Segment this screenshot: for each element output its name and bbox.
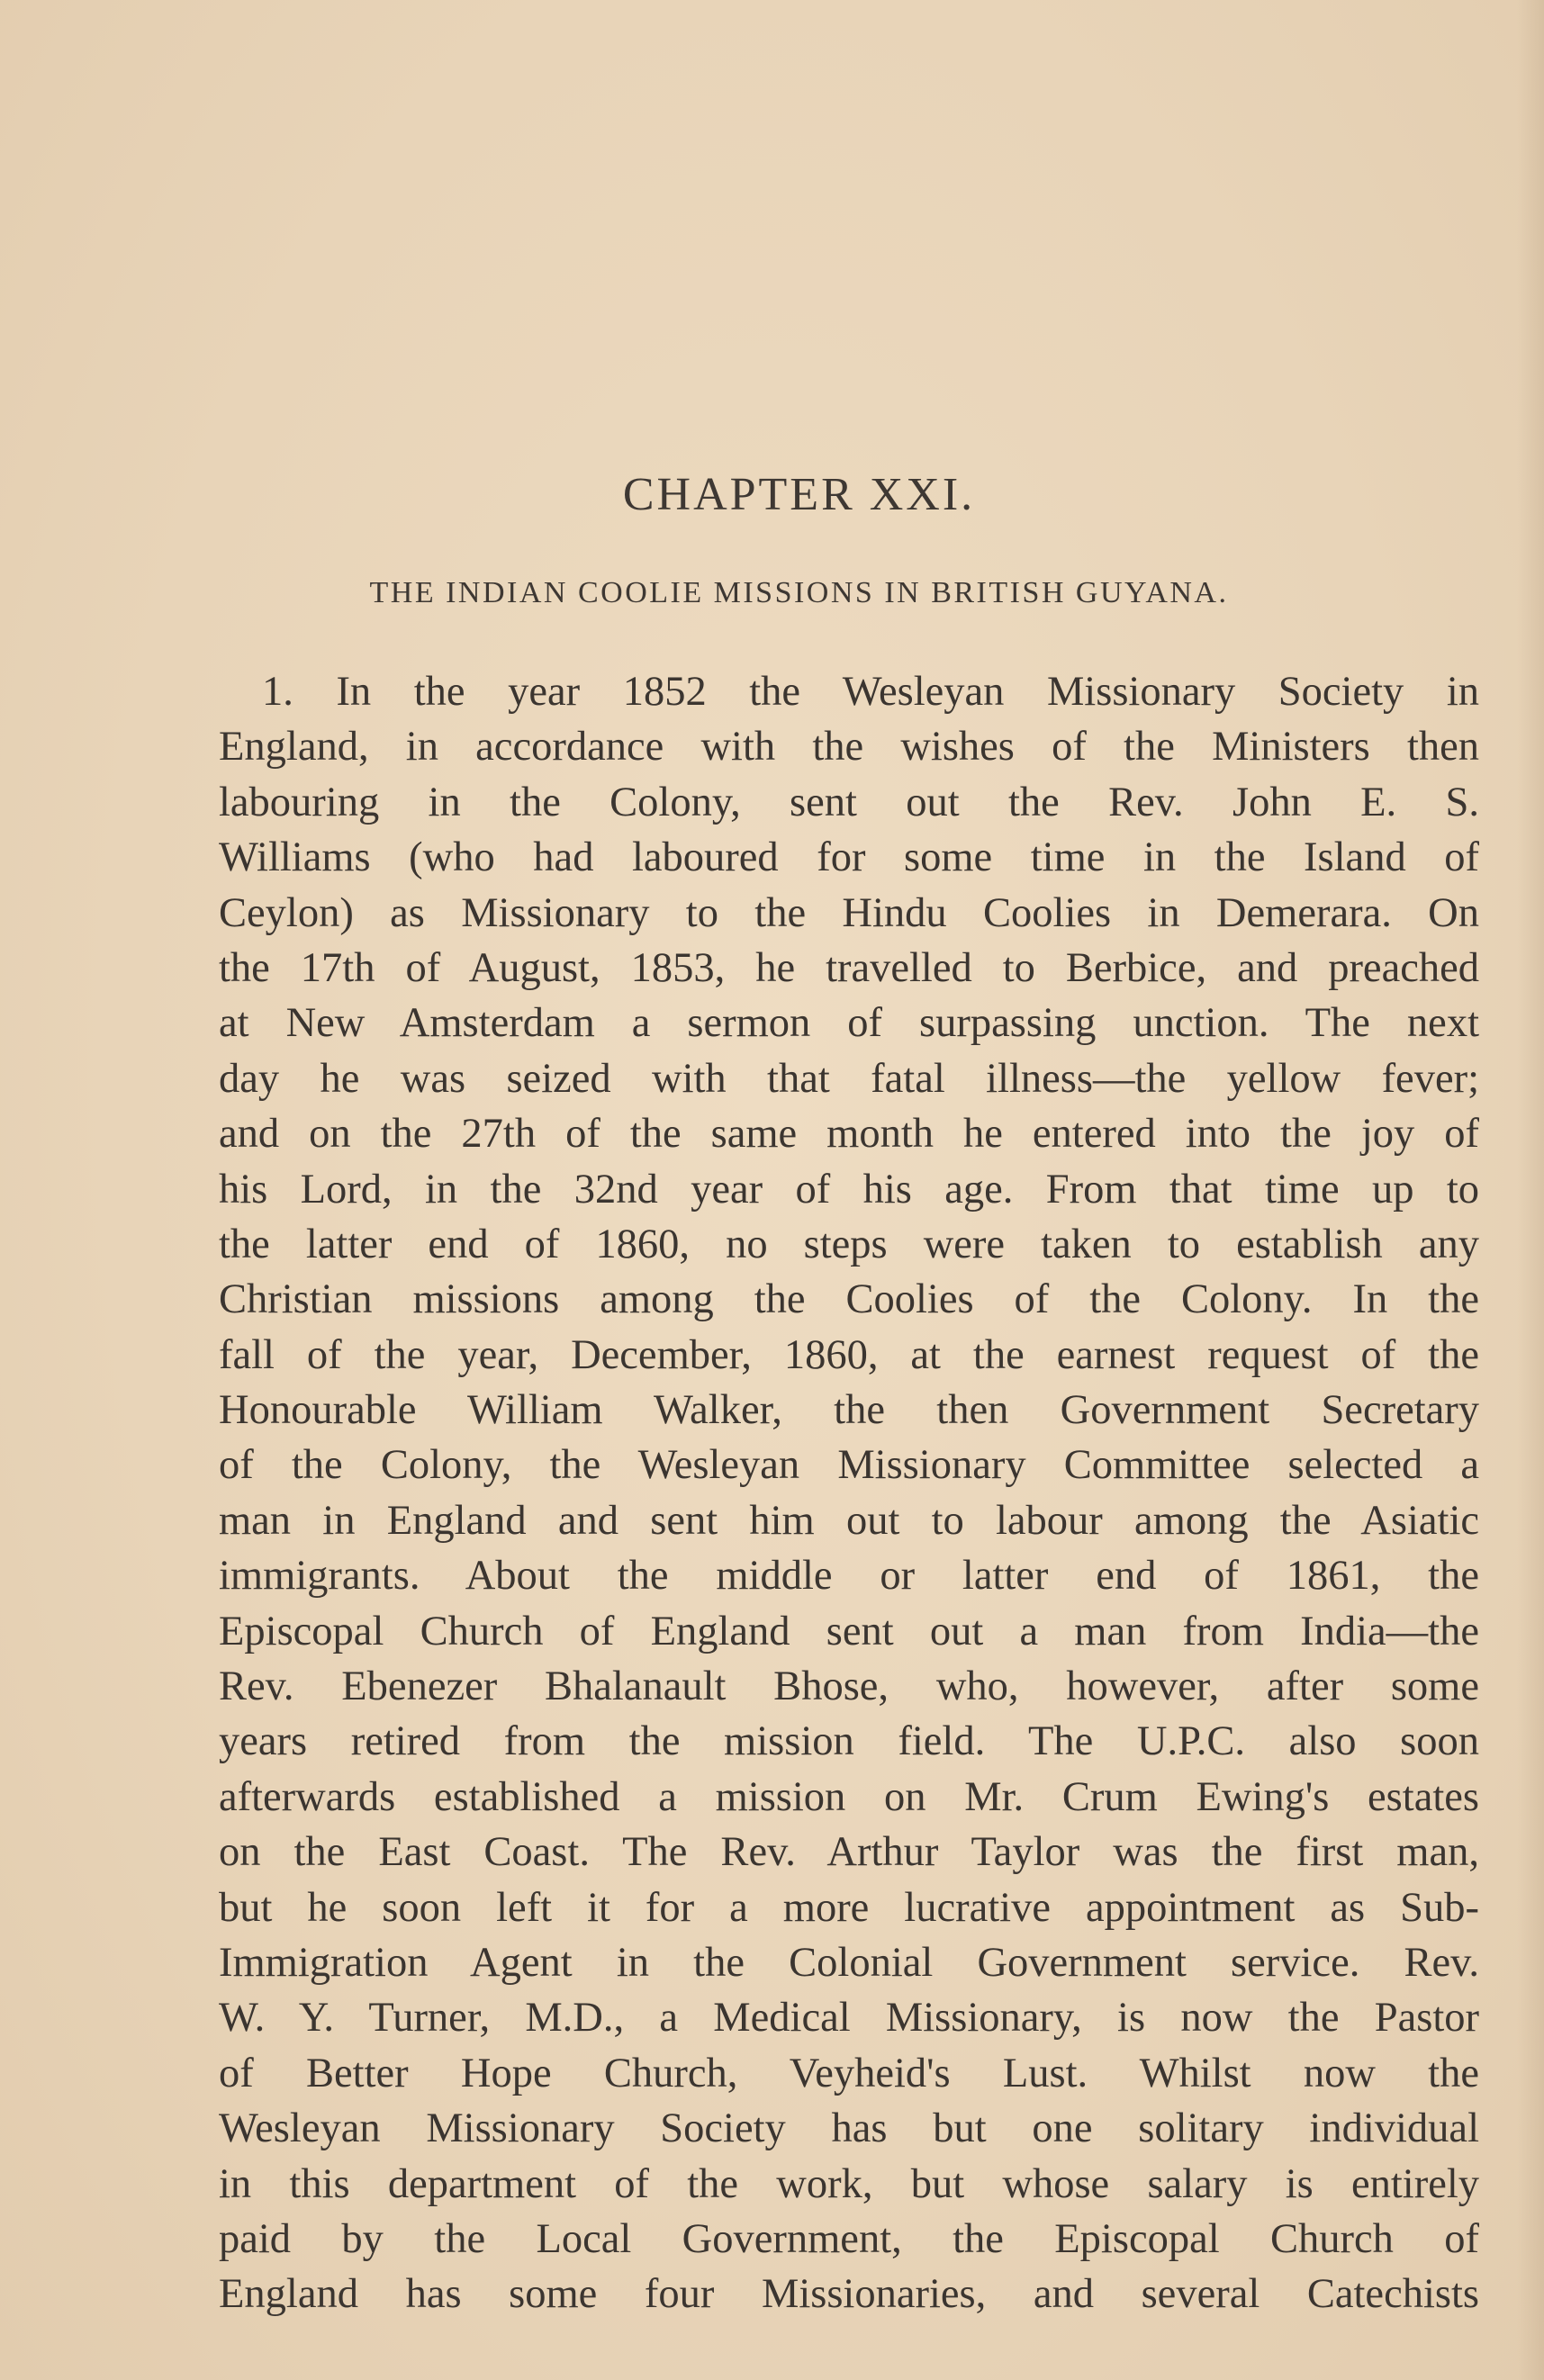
text-line: labouring in the Colony, sent out the Rev. John E. S. xyxy=(219,779,1479,825)
text-line: Wesleyan Missionary Society has but one solitary individual xyxy=(219,2105,1479,2152)
text-line: Ceylon) as Missionary to the Hindu Coolies in Demerara. On xyxy=(219,889,1479,936)
text-line: man in England and sent him out to labour among the Asiatic xyxy=(219,1497,1479,1544)
text-line: day he was seized with that fatal illness—the yellow fever; xyxy=(219,1055,1479,1102)
chapter-subtitle: THE INDIAN COOLIE MISSIONS IN BRITISH GUYANA. xyxy=(369,576,1229,609)
text-line: Rev. Ebenezer Bhalanault Bhose, who, however, after some xyxy=(219,1663,1479,1710)
text-line: on the East Coast. The Rev. Arthur Taylor was the first man, xyxy=(219,1829,1479,1876)
text-line: of Better Hope Church, Veyheid's Lust. Whilst now the xyxy=(219,2050,1479,2096)
text-line: immigrants. About the middle or latter end of 1861, the xyxy=(219,1553,1479,1600)
text-line: but he soon left it for a more lucrative appointment as Sub- xyxy=(219,1884,1479,1931)
text-line: Episcopal Church of England sent out a man from India—the xyxy=(219,1608,1479,1654)
text-line: Christian missions among the Coolies of the Colony. In the xyxy=(219,1276,1479,1323)
text-line: afterwards established a mission on Mr. Crum Ewing's estates xyxy=(219,1773,1479,1820)
text-line: 1. In the year 1852 the Wesleyan Missionary Society in xyxy=(262,669,1479,715)
text-line: England, in accordance with the wishes of the Ministers then xyxy=(219,724,1479,771)
text-line: of the Colony, the Wesleyan Missionary Committee selected a xyxy=(219,1442,1479,1489)
chapter-title: CHAPTER XXI. xyxy=(622,469,976,520)
text-line: England has some four Missionaries, and several Catechists xyxy=(219,2271,1479,2318)
text-line: in this department of the work, but whose salary is entirely xyxy=(219,2160,1479,2207)
text-line: years retired from the mission field. The U.P.C. also soon xyxy=(219,1718,1479,1765)
text-line: W. Y. Turner, M.D., a Medical Missionary, is now the Pastor xyxy=(219,1995,1479,2042)
text-line: paid by the Local Government, the Episcopal Church of xyxy=(219,2215,1479,2262)
text-line: and on the 27th of the same month he entered into the joy of xyxy=(219,1111,1479,1158)
text-line: at New Amsterdam a sermon of surpassing unction. The next xyxy=(219,1000,1479,1047)
text-line: Immigration Agent in the Colonial Government service. Rev. xyxy=(219,1939,1479,1986)
text-line: the latter end of 1860, no steps were taken to establish any xyxy=(219,1221,1479,1267)
text-line: Honourable William Walker, the then Government Secretary xyxy=(219,1387,1479,1434)
text-line: his Lord, in the 32nd year of his age. From that time up to xyxy=(219,1166,1479,1213)
text-line: Williams (who had laboured for some time in the Island of xyxy=(219,834,1479,881)
page-edge-shadow xyxy=(1517,0,1544,2380)
text-line: fall of the year, December, 1860, at the earnest request of the xyxy=(219,1331,1479,1378)
paragraph-body xyxy=(219,664,1479,2322)
text-line: the 17th of August, 1853, he travelled to Berbice, and preached xyxy=(219,944,1479,991)
